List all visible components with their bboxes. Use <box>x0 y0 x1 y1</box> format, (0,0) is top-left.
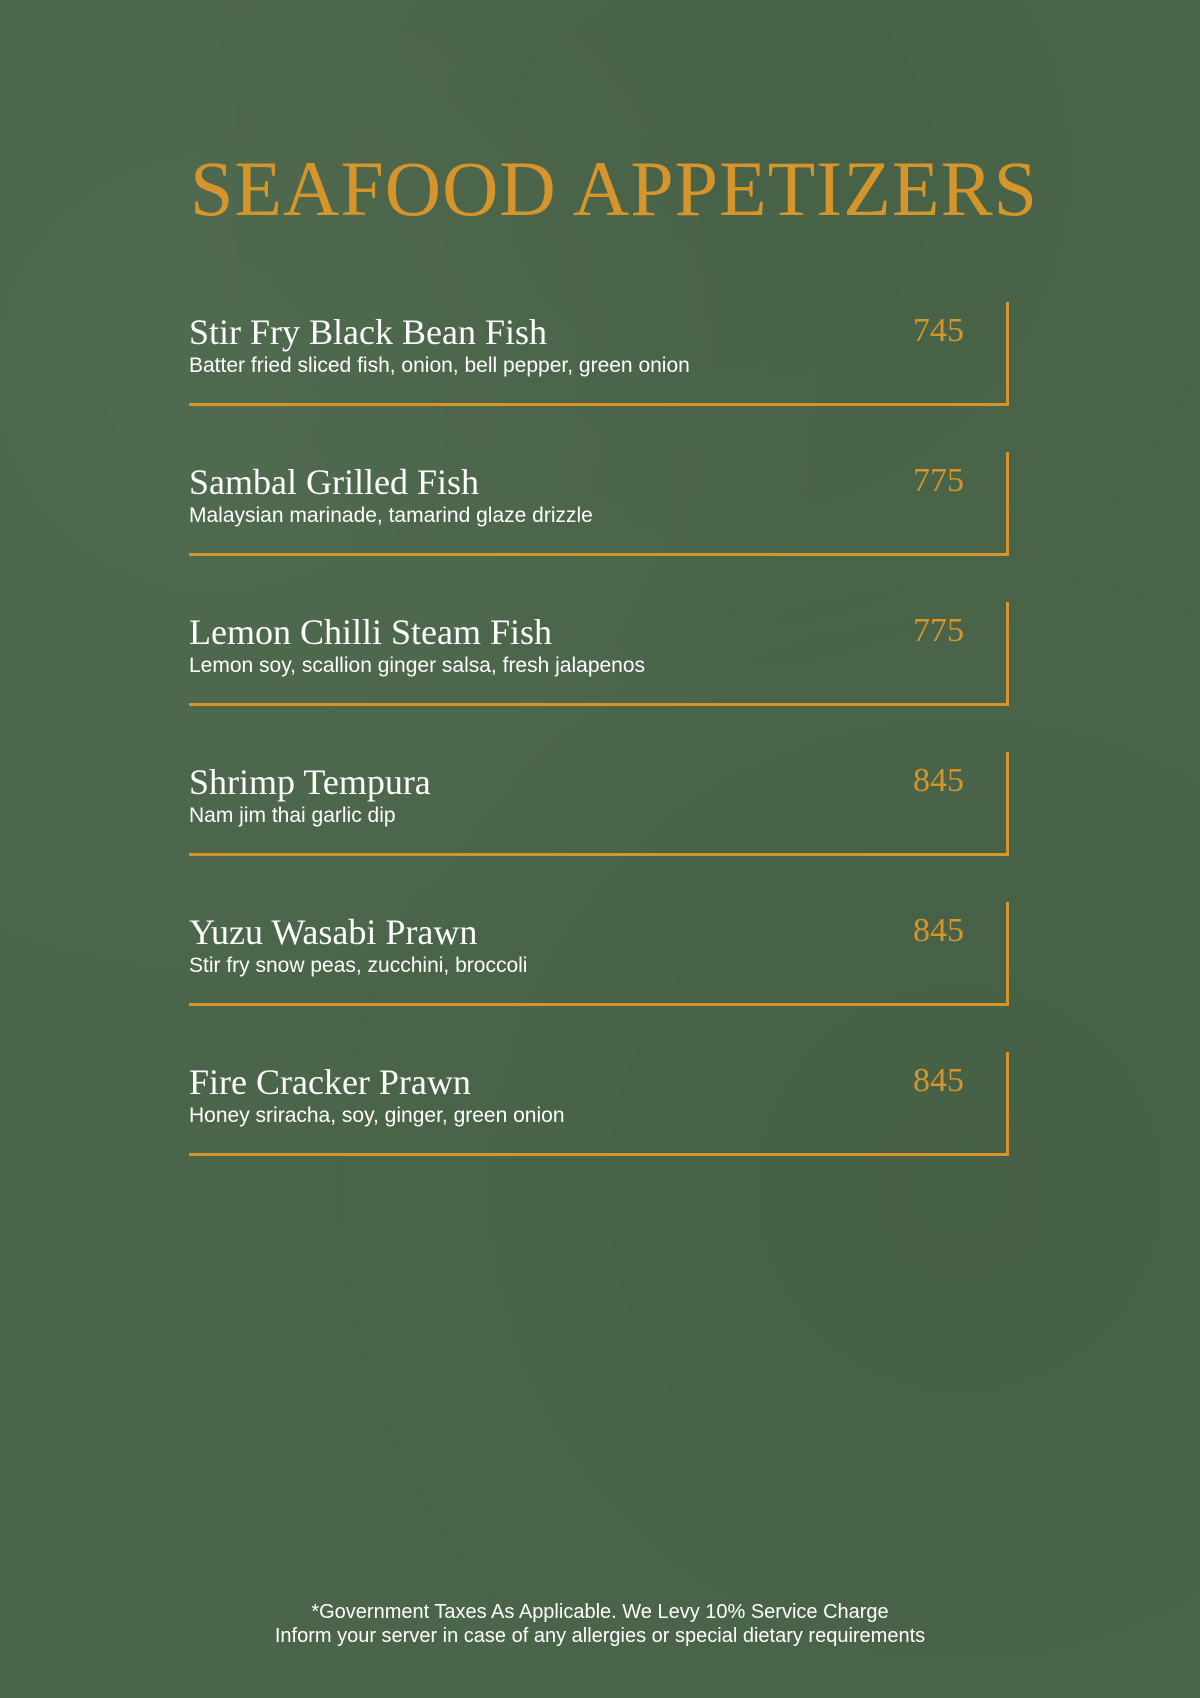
menu-item-name: Shrimp Tempura <box>189 762 431 802</box>
menu-item-description: Honey sriracha, soy, ginger, green onion <box>189 1104 565 1127</box>
menu-title: SEAFOOD APPETIZERS <box>190 145 1038 232</box>
menu-item-price: 845 <box>913 912 964 949</box>
menu-item <box>189 452 1009 556</box>
footer-allergy-note: Inform your server in case of any allergies or special dietary requirements <box>274 1625 926 1647</box>
menu-item <box>189 902 1009 1006</box>
menu-item <box>189 302 1009 406</box>
menu-item-price: 775 <box>913 462 964 499</box>
menu-item-description: Batter fried sliced fish, onion, bell pepper, green onion <box>189 354 690 377</box>
footer-tax-note: *Government Taxes As Applicable. We Levy 10% Service Charge <box>311 1601 889 1623</box>
menu-item-description: Malaysian marinade, tamarind glaze drizzle <box>189 504 593 527</box>
menu-item-description: Lemon soy, scallion ginger salsa, fresh jalapenos <box>189 654 646 677</box>
menu-item <box>189 752 1009 856</box>
menu-item-name: Sambal Grilled Fish <box>189 462 479 502</box>
menu-title-wrap <box>190 145 1090 240</box>
menu-item-price: 745 <box>913 312 964 349</box>
menu-item-name: Fire Cracker Prawn <box>189 1062 471 1102</box>
menu-item-name: Lemon Chilli Steam Fish <box>189 612 553 652</box>
menu-item-name: Yuzu Wasabi Prawn <box>189 912 478 952</box>
menu-item-name: Stir Fry Black Bean Fish <box>189 312 547 352</box>
menu-item <box>189 1052 1009 1156</box>
menu-item-price: 775 <box>913 612 964 649</box>
footer-notes <box>0 1600 1200 1648</box>
menu-item-price: 845 <box>913 1062 964 1099</box>
menu-item-description: Nam jim thai garlic dip <box>189 804 396 827</box>
menu-item-price: 845 <box>913 762 964 799</box>
menu-item <box>189 602 1009 706</box>
menu-item-description: Stir fry snow peas, zucchini, broccoli <box>189 954 528 977</box>
